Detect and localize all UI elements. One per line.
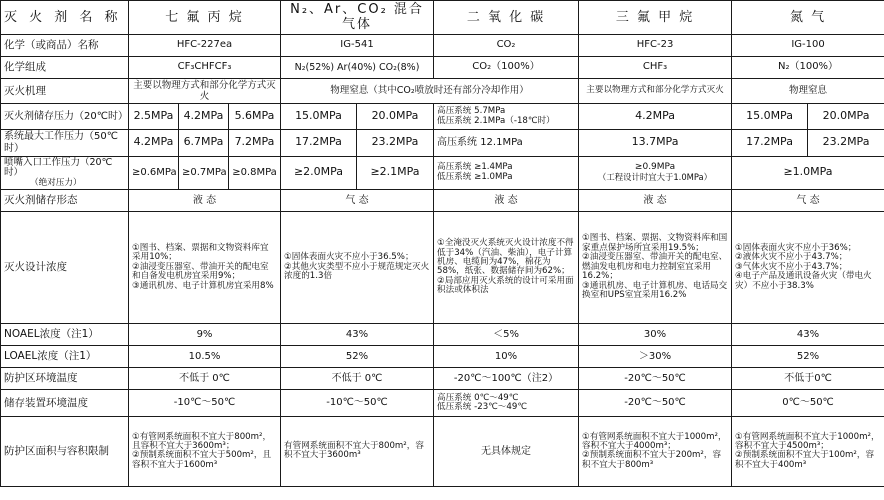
row-chem-name: [1, 34, 884, 56]
conc-item: ②油浸变压器室、带油开关的配电室和自备发电机房宜采用9%；: [132, 261, 269, 282]
conc-item: ④电子产品及通讯设备火灾（带电火灾）不应小于38.3%: [735, 271, 872, 291]
conc-item: ③气体火灾不应小于43.7%；: [735, 261, 848, 272]
cell-hfc23: 13.7MPa: [579, 130, 732, 157]
header-hfc227ea: 七 氟 丙 烷: [129, 1, 281, 35]
conc-item: ②液体火灾不应小于43.7%；: [735, 252, 848, 263]
cell-hfc23: HFC-23: [579, 34, 732, 56]
cell-co2: [434, 211, 579, 323]
cell-ig100: 气 态: [732, 189, 884, 211]
row-max-pressure: [1, 130, 884, 157]
cell-co2: CO₂: [434, 34, 579, 56]
cell-ig100: [732, 211, 884, 323]
cell-hfc23: 主要以物理方式和部分化学方式灭火: [579, 78, 732, 103]
conc-item: ③通讯机房、电子计算机房宜采用8%: [132, 280, 274, 291]
cell-ig100: 43%: [732, 323, 884, 345]
cell-ig100-2: 23.2MPa: [808, 130, 884, 157]
row-area-limit: [1, 416, 884, 486]
row-label: 灭火机理: [1, 78, 129, 103]
cell-ig541: IG-541: [281, 34, 434, 56]
cell-co2: 10%: [434, 345, 579, 367]
cell-hfc227ea-1: 2.5MPa: [129, 104, 179, 130]
cell-co2: [434, 156, 579, 189]
row-label: 化学组成: [1, 56, 129, 78]
row-composition: [1, 56, 884, 78]
conc-item: ②油浸变压器室、带油开关的配电室、燃油发电机房和电力控制室宜采用16.2%；: [582, 252, 728, 282]
row-design-concentration: [1, 211, 884, 323]
header-hfc23: 三 氟 甲 烷: [579, 1, 732, 35]
row-storage-pressure: [1, 104, 884, 130]
cell-ig100-1: 17.2MPa: [732, 130, 808, 157]
cell-co2: [434, 389, 579, 416]
cell-ig541: 43%: [281, 323, 434, 345]
cell-hfc227ea-1: ≥0.6MPa: [129, 156, 179, 189]
row-label: [1, 156, 129, 189]
cell-ig541: 有管网系统面积不宜大于800m²，容积不宜大于3600m³: [281, 416, 434, 486]
conc-item: ①图书、档案、票据、文物资料库和国家重点保护场所宜采用19.5%；: [582, 233, 728, 253]
co2-high-pressure: 高压系统 5.7MPa: [437, 106, 506, 117]
conc-item: ①固体表面火灾不应小于36%；: [735, 242, 857, 253]
row-storage-state: [1, 189, 884, 211]
cell-hfc227ea-2: 6.7MPa: [179, 130, 229, 157]
row-nozzle-pressure: [1, 156, 884, 189]
cell-hfc227ea-2: 4.2MPa: [179, 104, 229, 130]
cell-co2: [434, 104, 579, 130]
cell-ig100: IG-100: [732, 34, 884, 56]
cell-ig541-1: 15.0MPa: [281, 104, 357, 130]
cell-hfc227ea: 9%: [129, 323, 281, 345]
row-noael: [1, 323, 884, 345]
hfc23-min-pressure: ≥0.9MPa: [634, 162, 676, 173]
cell-hfc227ea: 液 态: [129, 189, 281, 211]
row-label: 化学（或商品）名称: [1, 34, 129, 56]
cell-ig100: 52%: [732, 345, 884, 367]
cell-ig541: 52%: [281, 345, 434, 367]
cell-co2: -20℃～100℃（注2）: [434, 367, 579, 389]
conc-item: ③通讯机房、电子计算机房、电话局交换室和UPS室宜采用16.2%: [582, 280, 728, 301]
cell-hfc23: -20℃～50℃: [579, 389, 732, 416]
cell-hfc227ea: -10℃～50℃: [129, 389, 281, 416]
cell-hfc227ea-3: 5.6MPa: [229, 104, 281, 130]
cell-ig541-1: 17.2MPa: [281, 130, 357, 157]
row-label: 防护区面积与容积限制: [1, 416, 129, 486]
cell-hfc23: -20℃～50℃: [579, 367, 732, 389]
cell-ig100: 物理窒息: [732, 78, 884, 103]
limit-item: ②预制系统面积不宜大于200m²，容积不宜大于800m³: [582, 450, 722, 470]
cell-ig541: -10℃～50℃: [281, 389, 434, 416]
header-label: 灭 火 剂 名 称: [1, 1, 129, 35]
cell-ig541-2: 23.2MPa: [357, 130, 434, 157]
cell-hfc227ea: [129, 211, 281, 323]
cell-ig100: ≥1.0MPa: [732, 156, 884, 189]
row-label: 灭火剂储存压力（20℃时）: [1, 104, 129, 130]
cell-hfc23: 4.2MPa: [579, 104, 732, 130]
cell-ig100-2: 20.0MPa: [808, 104, 884, 130]
cell-ig541: 不低于 0℃: [281, 367, 434, 389]
header-co2: 二 氧 化 碳: [434, 1, 579, 35]
cell-ig541: N₂(52%) Ar(40%) CO₂(8%): [281, 56, 434, 78]
cell-ig541-2: ≥2.1MPa: [357, 156, 434, 189]
cell-ig100: N₂（100%）: [732, 56, 884, 78]
cell-hfc227ea: 10.5%: [129, 345, 281, 367]
cell-ig541: [281, 211, 434, 323]
hfc23-design-note: （工程设计时宜大于1.0MPa）: [597, 172, 713, 183]
row-label: 防护区环境温度: [1, 367, 129, 389]
cell-ig100: [732, 416, 884, 486]
row-label: 灭火剂储存形态: [1, 189, 129, 211]
cell-hfc227ea-3: 7.2MPa: [229, 130, 281, 157]
co2-low-pressure: 低压系统 2.1MPa（-18℃时）: [437, 115, 555, 126]
cell-co2: 无具体规定: [434, 416, 579, 486]
conc-item: ①全淹没灭火系统灭火设计浓度不得低于34%（汽油、柴油），电子计算机房、电缆间为47%，棉花为58%，纸张、数据储存间为62%；: [437, 238, 574, 277]
cell-hfc23: ＞30%: [579, 345, 732, 367]
conc-item: ②局部应用灭火系统的设计可采用面积法或体积法: [437, 275, 574, 296]
cell-hfc23: [579, 156, 732, 189]
cell-ig541-co2: 物理窒息（其中CO₂喷放时还有部分冷却作用）: [281, 78, 579, 103]
cell-hfc227ea: HFC-227ea: [129, 34, 281, 56]
header-ig541: N₂、Ar、CO₂ 混合气体: [281, 1, 434, 35]
row-zone-temperature: [1, 367, 884, 389]
row-label-main: 喷嘴入口工作压力（20℃时）: [4, 156, 113, 179]
cell-ig100: 不低于0℃: [732, 367, 884, 389]
cell-hfc23: 液 态: [579, 189, 732, 211]
limit-item: ①有管网系统面积不宜大于800m²，且容积不宜大于3600m³；: [132, 431, 272, 452]
co2-low-temp: 低压系统 -23℃～49℃: [437, 401, 527, 412]
cell-hfc227ea: CF₃CHFCF₃: [129, 56, 281, 78]
row-label: 灭火设计浓度: [1, 211, 129, 323]
cell-hfc227ea: 主要以物理方式和部分化学方式灭火: [129, 78, 281, 103]
cell-hfc227ea: [129, 416, 281, 486]
cell-co2: ＜5%: [434, 323, 579, 345]
co2-low-pressure: 低压系统 ≥1.0MPa: [437, 171, 513, 182]
header-ig100: 氮 气: [732, 1, 884, 35]
conc-item: ①固体表面火灾不应小于36.5%；: [284, 252, 414, 263]
row-storage-temperature: [1, 389, 884, 416]
limit-item: ①有管网系统面积不宜大于1000m²，容积不宜大于4500m³；: [735, 431, 880, 452]
row-mechanism: [1, 78, 884, 103]
cell-co2: 高压系统 12.1MPa: [434, 130, 579, 157]
limit-item: ②预制系统面积不宜大于500m²，且容积不宜大于1600m³: [132, 450, 272, 470]
co2-high-temp: 高压系统 0℃～49℃: [437, 392, 519, 403]
row-label: 储存装置环境温度: [1, 389, 129, 416]
cell-hfc23: CHF₃: [579, 56, 732, 78]
row-label: 系统最大工作压力（50℃时）: [1, 130, 129, 157]
row-label: NOAEL浓度（注1）: [1, 323, 129, 345]
cell-ig541: 气 态: [281, 189, 434, 211]
conc-item: ②其他火灾类型不应小于规范规定灭火浓度的1.3倍: [284, 261, 430, 282]
cell-hfc227ea-2: ≥0.7MPa: [179, 156, 229, 189]
row-loael: [1, 345, 884, 367]
cell-hfc227ea-3: ≥0.8MPa: [229, 156, 281, 189]
co2-high-pressure: 高压系统 ≥1.4MPa: [437, 162, 513, 173]
limit-item: ①有管网系统面积不宜大于1000m²，容积不宜大于4000m³；: [582, 431, 727, 452]
cell-ig100-1: 15.0MPa: [732, 104, 808, 130]
cell-ig100: 0℃～50℃: [732, 389, 884, 416]
cell-hfc23: 30%: [579, 323, 732, 345]
limit-item: ②预制系统面积不宜大于100m²，容积不宜大于400m³: [735, 450, 875, 470]
row-label-sub: （绝对压力）: [30, 177, 82, 188]
cell-ig541-2: 20.0MPa: [357, 104, 434, 130]
header-row: [1, 1, 884, 35]
cell-co2: 液 态: [434, 189, 579, 211]
cell-hfc23: [579, 416, 732, 486]
cell-co2: CO₂（100%）: [434, 56, 579, 78]
conc-item: ①图书、档案、票据和文物资料库宜采用10%；: [132, 242, 269, 263]
row-label: LOAEL浓度（注1）: [1, 345, 129, 367]
cell-hfc227ea-1: 4.2MPa: [129, 130, 179, 157]
cell-ig541-1: ≥2.0MPa: [281, 156, 357, 189]
cell-hfc227ea: 不低于 0℃: [129, 367, 281, 389]
cell-hfc23: [579, 211, 732, 323]
